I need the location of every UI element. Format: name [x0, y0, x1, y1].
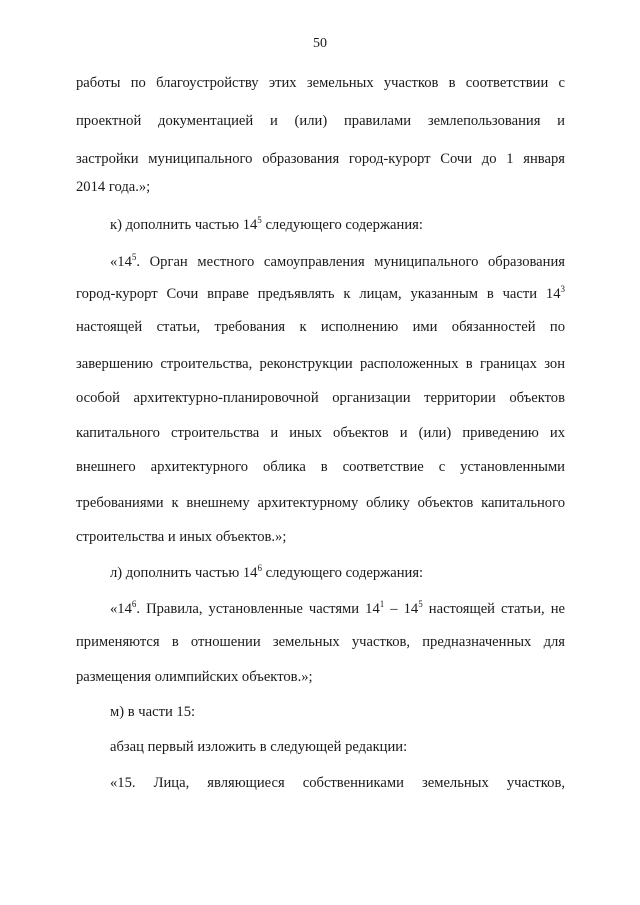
text-segment: проектной документацией и (или) правилами землепользования и	[76, 113, 565, 129]
text-line	[76, 74, 565, 92]
text-segment: м) в части 15:	[110, 704, 196, 720]
text-line	[76, 285, 565, 303]
text-segment: следующего содержания:	[261, 565, 424, 581]
text-line	[76, 528, 286, 546]
text-segment: . Правила, установленные частями 14	[136, 601, 380, 617]
text-line	[110, 216, 423, 234]
text-line	[76, 178, 150, 196]
text-segment: абзац первый изложить в следующей редакции:	[110, 739, 408, 755]
text-segment: работы по благоустройству этих земельных участков в соответствии с	[76, 75, 565, 91]
text-segment: «14	[110, 254, 132, 270]
text-segment: применяются в отношении земельных участков, предназначенных для	[76, 634, 565, 650]
text-segment: следующего содержания:	[261, 217, 423, 233]
text-segment: «14	[110, 601, 132, 617]
text-segment: завершению строительства, реконструкции расположенных в границах зон	[76, 356, 565, 372]
text-segment: особой архитектурно-планировочной организации территории объектов	[76, 390, 565, 406]
page-number: 50	[313, 36, 327, 51]
text-line	[110, 253, 565, 271]
text-segment: капитального строительства и иных объектов и (или) приведению их	[76, 425, 565, 441]
text-line	[76, 112, 565, 130]
text-segment: л) дополнить частью 14	[110, 565, 258, 581]
text-segment: к) дополнить частью 14	[110, 217, 258, 233]
text-line	[110, 600, 565, 618]
text-line	[76, 494, 565, 512]
text-line	[110, 738, 407, 756]
superscript: 3	[560, 284, 565, 294]
text-segment: «15. Лица, являющиеся собственниками земельных участков,	[110, 775, 565, 791]
superscript: 5	[257, 215, 262, 225]
text-segment: город-курорт Сочи вправе предъявлять к лицам, указанным в части 14	[76, 286, 561, 302]
text-segment: – 14	[384, 601, 419, 617]
text-line	[76, 633, 565, 651]
text-line	[76, 389, 565, 407]
superscript: 5	[131, 252, 137, 262]
text-line	[110, 703, 195, 721]
text-line	[76, 150, 565, 168]
text-segment: размещения олимпийских объектов.»;	[76, 669, 313, 685]
text-line	[110, 564, 423, 582]
text-line	[76, 458, 565, 476]
text-segment: застройки муниципального образования город-курорт Сочи до 1 января	[76, 151, 565, 167]
superscript: 6	[131, 599, 137, 609]
text-segment: 2014 года.»;	[76, 179, 151, 195]
text-line	[110, 774, 565, 792]
text-segment: . Орган местного самоуправления муниципального образования	[136, 254, 565, 270]
text-segment: настоящей статьи, не	[422, 601, 565, 617]
text-segment: требованиями к внешнему архитектурному облику объектов капитального	[76, 495, 565, 511]
superscript: 6	[257, 563, 262, 573]
text-line	[76, 355, 565, 373]
text-segment: строительства и иных объектов.»;	[76, 529, 287, 545]
text-segment: настоящей статьи, требования к исполнению ими обязанностей по	[76, 319, 565, 335]
text-line	[76, 424, 565, 442]
superscript: 1	[379, 599, 385, 609]
text-line	[76, 668, 313, 686]
text-segment: внешнего архитектурного облика в соответствие с установленными	[76, 459, 565, 475]
superscript: 5	[418, 599, 423, 609]
text-line	[76, 318, 565, 336]
